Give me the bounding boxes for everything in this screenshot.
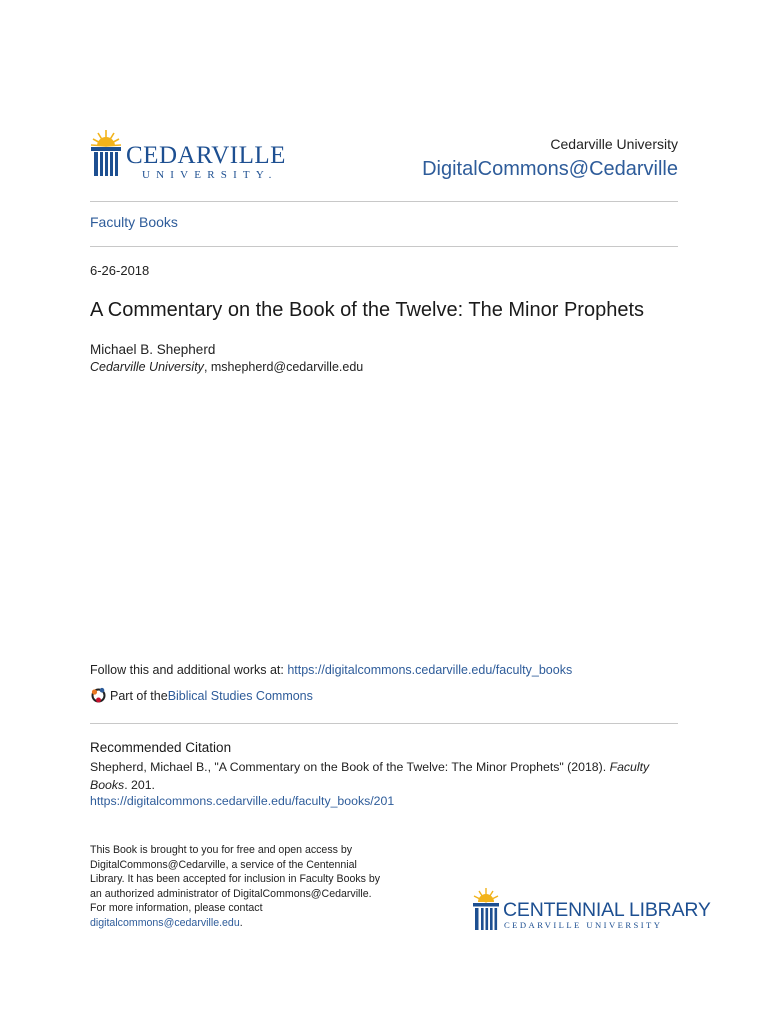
logo-wordmark: CEDARVILLE xyxy=(126,142,286,169)
citation-heading: Recommended Citation xyxy=(90,740,232,755)
part-of-label: Part of the xyxy=(110,688,168,703)
access-text: This Book is brought to you for free and open access by DigitalCommons@Cedarville, a service of the Centennial Library. It has been accepted for inclusion in Faculty Books by an authorized administrator of DigitalCommons@Cedarville. For more information, please contact xyxy=(90,844,381,914)
follow-label: Follow this and additional works at: xyxy=(90,663,288,677)
part-of-line xyxy=(90,687,313,704)
publication-date: 6-26-2018 xyxy=(90,263,150,278)
page-title: A Commentary on the Book of the Twelve: The Minor Prophets xyxy=(90,299,644,321)
network-icon xyxy=(90,687,107,704)
citation-number: . 201. xyxy=(124,777,155,792)
logo-subtitle: UNIVERSITY. xyxy=(142,169,278,181)
citation-series: Faculty Books xyxy=(90,760,650,792)
access-end: . xyxy=(239,916,243,929)
cedarville-university-logo xyxy=(90,128,300,184)
divider xyxy=(90,201,678,202)
collection-link[interactable]: Faculty Books xyxy=(90,214,178,230)
author-email: , mshepherd@cedarville.edu xyxy=(203,360,364,374)
collection-url-link[interactable]: https://digitalcommons.cedarville.edu/faculty_books xyxy=(287,663,573,677)
citation-text xyxy=(90,759,680,794)
contact-email-link[interactable]: digitalcommons@cedarville.edu xyxy=(90,916,240,929)
institution-name: Cedarville University xyxy=(550,136,678,152)
follow-line xyxy=(90,663,572,677)
author-affiliation xyxy=(90,360,363,374)
divider xyxy=(90,723,678,724)
sun-pillar-icon xyxy=(90,128,130,184)
footer-logo-subtitle: CEDARVILLE UNIVERSITY xyxy=(504,920,663,930)
author-name: Michael B. Shepherd xyxy=(90,342,216,357)
citation-url-link[interactable]: https://digitalcommons.cedarville.edu/faculty_books/201 xyxy=(90,794,395,808)
access-statement xyxy=(90,843,390,930)
divider xyxy=(90,246,678,247)
sun-pillar-icon xyxy=(472,886,502,934)
biblical-studies-commons-link[interactable]: Biblical Studies Commons xyxy=(167,688,313,703)
centennial-library-logo xyxy=(472,886,711,934)
repository-link[interactable]: DigitalCommons@Cedarville xyxy=(422,158,678,180)
citation-body: Shepherd, Michael B., "A Commentary on the Book of the Twelve: The Minor Prophets" (2018). xyxy=(90,760,610,774)
footer-logo-name: CENTENNIAL LIBRARY xyxy=(503,899,711,921)
affiliation-name: Cedarville University xyxy=(90,360,204,374)
